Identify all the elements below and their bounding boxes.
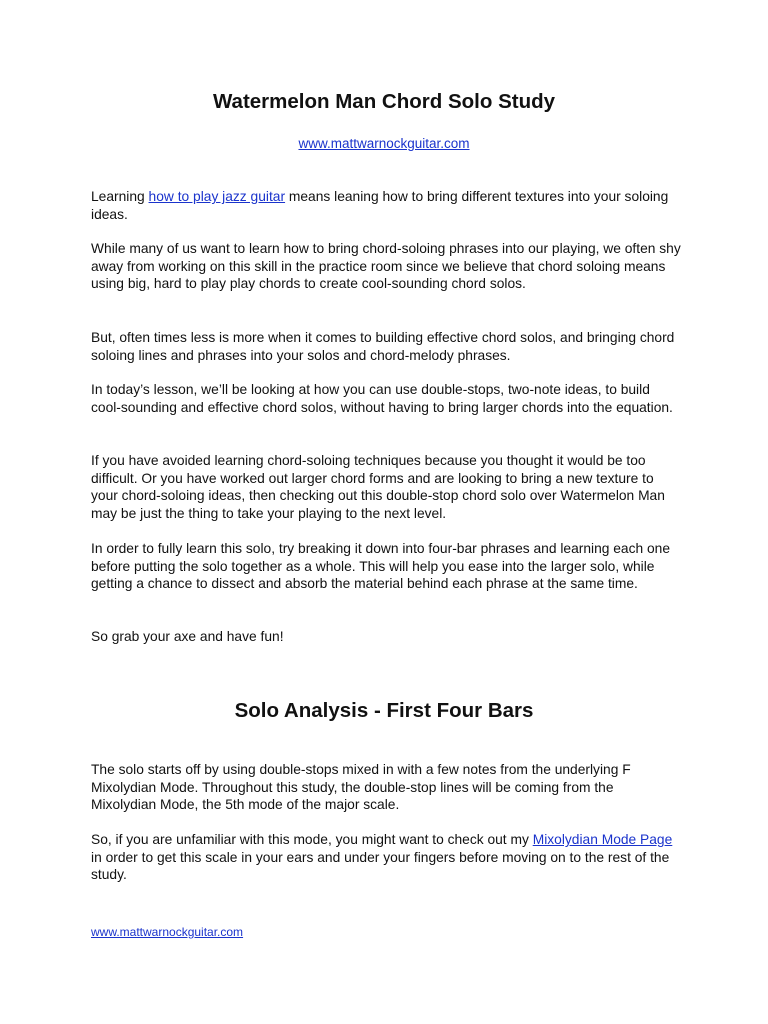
intro-text-start: Learning (91, 189, 149, 204)
jazz-guitar-link[interactable]: how to play jazz guitar (148, 189, 286, 204)
mixolydian-text-end: in order to get this scale in your ears and under your fingers before moving on to the rest of the study. (91, 849, 670, 882)
paragraph-mixolydian (91, 831, 681, 884)
paragraph-learn-solo: In order to fully learn this solo, try breaking it down into four-bar phrases and learning each one before putting the solo together as a whole. This will help you ease into the larger solo, while getting a chance to dissect and absorb the material behind each phrase at the same time. (91, 541, 671, 591)
mixolydian-text-start: So, if you are unfamiliar with this mode, you might want to check out my (91, 832, 533, 847)
site-link[interactable]: www.mattwarnockguitar.com (298, 136, 470, 151)
section-heading: Solo Analysis - First Four Bars (234, 699, 534, 722)
mixolydian-mode-link[interactable]: Mixolydian Mode Page (532, 832, 673, 847)
paragraph-less-is-more: But, often times less is more when it comes to building effective chord solos, and bringing chord soloing lines and phrases into your solos and chord-melody phrases. (91, 330, 675, 363)
paragraph-chord-soloing: While many of us want to learn how to bring chord-soloing phrases into our playing, we often shy away from working on this skill in the practice room since we believe that chord soloing means using big, hard to play play chords to create cool-sounding chord solos. (91, 241, 681, 291)
paragraph-grab-axe: So grab your axe and have fun! (91, 629, 284, 644)
footer (91, 925, 243, 939)
intro-text-end: means leaning how to bring different textures into your soloing ideas. (91, 189, 669, 222)
paragraph-solo-start: The solo starts off by using double-stops mixed in with a few notes from the underlying F Mixolydian Mode. Throughout this study, the double-stop lines will be coming from the Mixolydian Mode, the 5th mode of the major scale. (91, 762, 631, 812)
intro-paragraph (91, 188, 681, 223)
site-link-container (0, 136, 768, 151)
paragraph-avoided-learning: If you have avoided learning chord-soloing techniques because you thought it would be too difficult. Or you have worked out larger chord forms and are looking to bring a new texture to your chord-soloing ideas, then checking out this double-stop chord solo over Watermelon Man may be just the thing to take your playing to the next level. (91, 453, 665, 521)
paragraph-todays-lesson: In today’s lesson, we’ll be looking at how you can use double-stops, two-note ideas, to build cool-sounding and effective chord solos, without having to bring larger chords into the equation. (91, 382, 673, 415)
page-title: Watermelon Man Chord Solo Study (212, 90, 556, 113)
footer-site-link[interactable]: www.mattwarnockguitar.com (91, 925, 244, 939)
